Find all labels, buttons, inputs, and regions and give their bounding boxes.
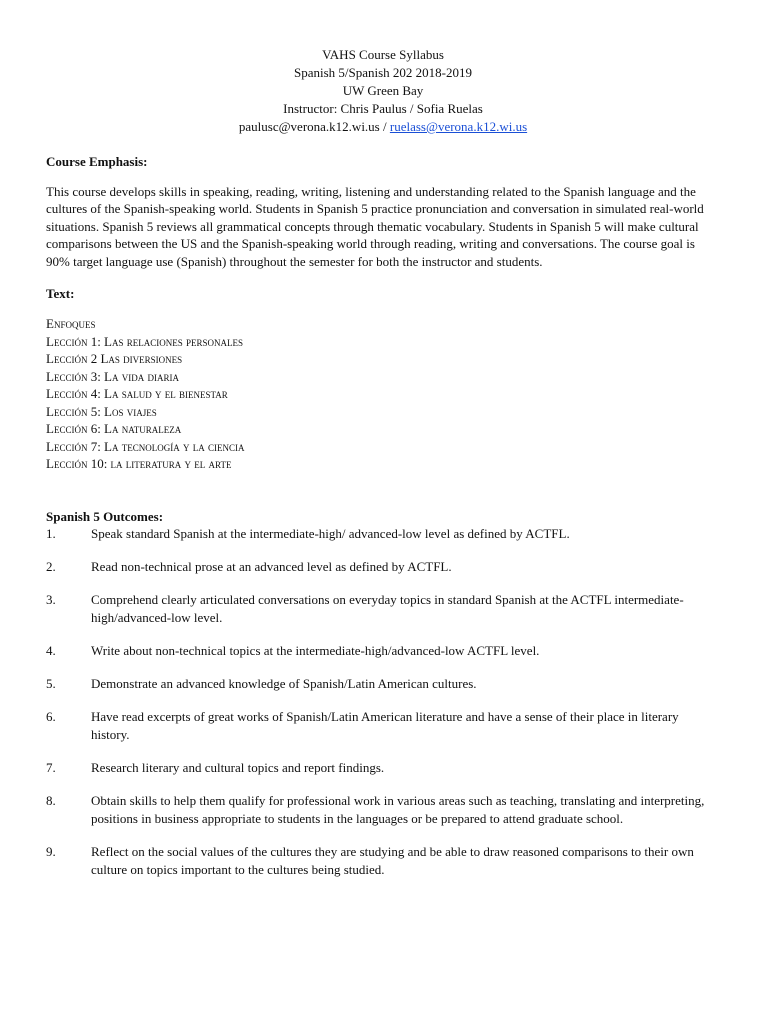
outcome-text: Obtain skills to help them qualify for professional work in various areas such as teaching, translating and interpreting, positions in business appropriate to students in the languages or be prepared to attend graduate school. [91, 792, 705, 826]
lesson-line: Enfoques [46, 316, 96, 332]
lesson-line: Lección 1: Las relaciones personales [46, 333, 244, 349]
outcome-text: Read non-technical prose at an advanced level as defined by ACTFL. [91, 558, 452, 574]
outcome-item [46, 708, 720, 744]
outcome-text: Reflect on the social values of the cultures they are studying and be able to draw reasoned comparisons to their own culture on topics important to the cultures being studied. [91, 843, 694, 877]
outcome-number: 4. [46, 642, 56, 658]
outcome-text: Have read excerpts of great works of Spanish/Latin American literature and have a sense of their place in literary history. [91, 708, 679, 742]
outcome-item [46, 759, 720, 777]
email-paulus: paulusc@verona.k12.wi.us [238, 119, 380, 134]
outcome-number: 7. [46, 759, 56, 775]
syllabus-title: VAHS Course Syllabus [322, 47, 444, 62]
email-ruelas-link[interactable]: ruelass@verona.k12.wi.us [389, 119, 528, 134]
outcomes-list [46, 525, 720, 879]
outcome-item [46, 792, 720, 828]
outcome-item [46, 525, 720, 543]
outcome-item [46, 843, 720, 879]
outcome-number: 1. [46, 525, 56, 541]
lesson-line: Lección 10: la literatura y el arte [46, 456, 232, 472]
lesson-line: Lección 6: La naturaleza [46, 421, 182, 437]
institution-name: UW Green Bay [342, 83, 424, 98]
outcomes-heading: Spanish 5 Outcomes: [46, 508, 164, 524]
course-name: Spanish 5/Spanish 202 2018-2019 [293, 65, 473, 80]
lesson-line: Lección 5: Los viajes [46, 403, 157, 419]
lesson-line: Lección 7: La tecnología y la ciencia [46, 438, 245, 454]
email-line [46, 118, 720, 136]
syllabus-header [46, 46, 720, 136]
outcome-text: Demonstrate an advanced knowledge of Spanish/Latin American cultures. [91, 675, 477, 691]
instructor-line: Instructor: Chris Paulus / Sofia Ruelas [283, 101, 483, 116]
course-emphasis-heading: Course Emphasis: [46, 154, 148, 169]
outcome-number: 8. [46, 792, 56, 808]
outcome-text: Speak standard Spanish at the intermediate-high/ advanced-low level as defined by ACTFL. [91, 525, 570, 541]
outcome-item [46, 558, 720, 576]
outcome-text: Write about non-technical topics at the intermediate-high/advanced-low ACTFL level. [91, 642, 540, 658]
lesson-line: Lección 2 Las diversiones [46, 351, 183, 367]
outcome-number: 9. [46, 843, 56, 859]
text-heading: Text: [46, 286, 75, 302]
outcome-number: 2. [46, 558, 56, 574]
outcome-text: Research literary and cultural topics and report findings. [91, 759, 385, 775]
outcome-number: 3. [46, 591, 56, 607]
outcome-number: 5. [46, 675, 56, 691]
outcome-item [46, 675, 720, 693]
outcome-text: Comprehend clearly articulated conversations on everyday topics in standard Spanish at the ACTFL intermediate-high/advanced-low level. [91, 591, 684, 625]
lesson-line: Lección 4: La salud y el bienestar [46, 386, 228, 402]
course-emphasis-body: This course develops skills in speaking, reading, writing, listening and understanding related to the Spanish language and the cultures of the Spanish-speaking world. Students in Spanish 5 practice pronunciation and conversation in simulated real-world situations. Spanish 5 reviews all grammatical concepts through thematic vocabulary. Students in Spanish 5 will make cultural comparisons between the US and the Spanish-speaking world through reading, writing and conversations. The course goal is 90% target language use (Spanish) throughout the semester for both the instructor and students. [46, 184, 704, 269]
outcome-number: 6. [46, 708, 56, 724]
outcome-item [46, 591, 720, 627]
lesson-list [46, 315, 720, 473]
outcome-item [46, 642, 720, 660]
email-separator: / [379, 119, 390, 134]
lesson-line: Lección 3: La vida diaria [46, 368, 179, 384]
